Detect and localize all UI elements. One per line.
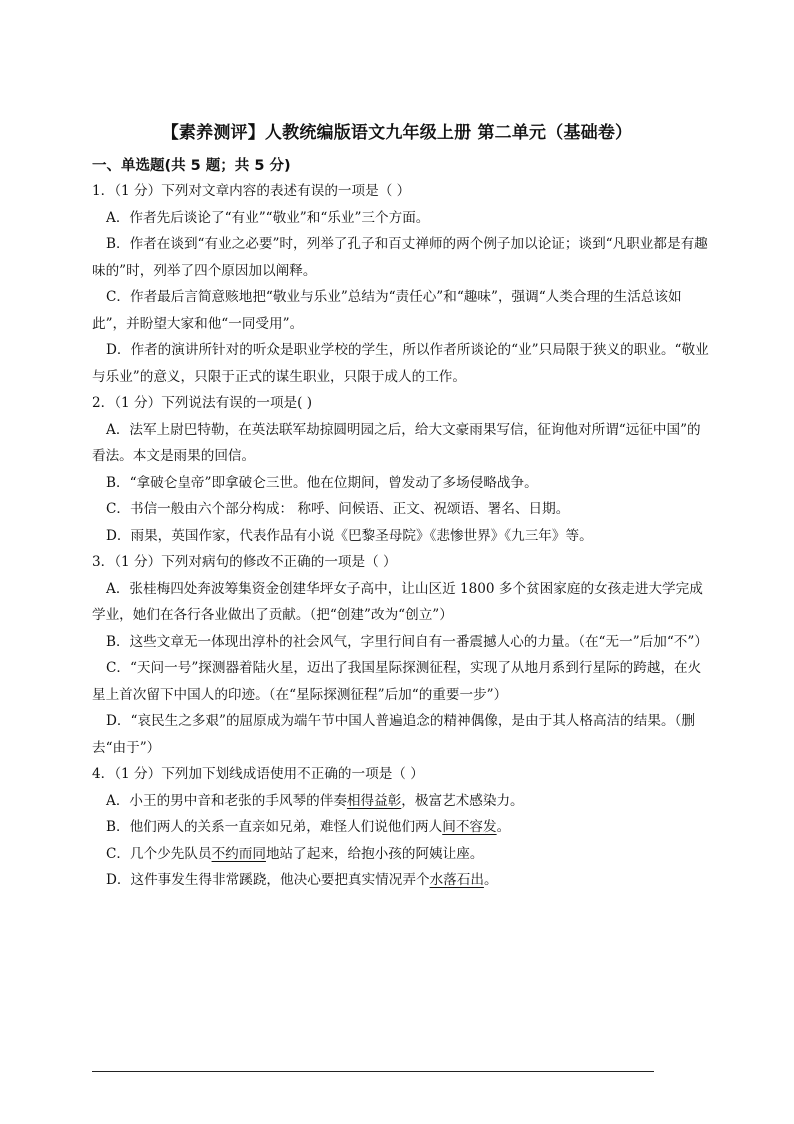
option-text: A．小王的男中音和老张的手风琴的伴奏 (106, 792, 347, 809)
question-2 (92, 390, 710, 549)
option-c (92, 841, 710, 868)
option-d: D．“哀民生之多艰”的屈原成为端午节中国人普遍追念的精神偶像，是由于其人格高洁的结果。（删去“由于”） (92, 713, 695, 756)
question-1 (92, 178, 710, 390)
option-text: ，极富艺术感染力。 (401, 792, 524, 809)
option-text: D．这件事发生得非常蹊跷，他决心要把真实情况弄个 (106, 872, 430, 888)
option-a: A．作者先后谈论了“有业”“敬业”和“乐业”三个方面。 (106, 209, 430, 226)
option-text: B．他们两人的关系一直亲如兄弟，难怪人们说他们两人 (106, 819, 443, 835)
option-d: D．作者的演讲所针对的听众是职业学校的学生，所以作者所谈论的“业”只局限于狭义的职业。“敬业与乐业”的意义，只限于正式的谋生职业，只限于成人的工作。 (92, 342, 709, 385)
option-d (92, 867, 710, 894)
question-stem: 1．（1 分）下列对文章内容的表述有误的一项是（ ） (92, 183, 411, 199)
option-a: A．张桂梅四处奔波筹集资金创建华坪女子高中，让山区近 1800 多个贫困家庭的女孩走进大学完成学业，她们在各行各业做出了贡献。（把“创建”改为“创立”） (92, 580, 703, 623)
question-4 (92, 761, 710, 894)
footer-divider (92, 1071, 654, 1072)
underlined-idiom: 间不容发 (442, 819, 497, 835)
option-text: 地站了起来，给抱小孩的阿姨让座。 (265, 845, 484, 862)
option-b: B．“拿破仑皇帝”即拿破仑三世。他在位期间，曾发动了多场侵略战争。 (106, 474, 538, 491)
underlined-idiom: 水落石出 (429, 872, 484, 888)
document-title: 【素养测评】人教统编版语文九年级上册 第二单元（基础卷） (161, 123, 633, 143)
option-c: C．书信一般由六个部分构成： 称呼、问候语、正文、祝颂语、署名、日期。 (106, 501, 570, 517)
option-c: C．作者最后言简意赅地把“敬业与乐业”总结为“责任心”和“趣味”，强调“人类合理的生活总该如此”，并盼望大家和他“一同受用”。 (92, 289, 682, 332)
question-list (92, 178, 710, 894)
option-b: B．作者在谈到“有业之必要”时，列举了孔子和百丈禅师的两个例子加以论证；谈到“凡职业都是有趣味的”时，列举了四个原因加以阐释。 (92, 236, 708, 279)
question-3 (92, 549, 710, 761)
underlined-idiom: 相得益彰 (346, 792, 402, 809)
section-heading: 一、单选题(共 5 题；共 5 分) (92, 158, 291, 174)
option-a (92, 788, 710, 815)
option-b (92, 814, 710, 841)
option-c: C．“天问一号”探测器着陆火星，迈出了我国星际探测征程，实现了从地月系到行星际的跨越，在火星上首次留下中国人的印迹。（在“星际探测征程”后加“的重要一步”） (92, 660, 702, 703)
question-stem: 2．（1 分）下列说法有误的一项是( ) (92, 395, 313, 411)
option-text: C．几个少先队员 (106, 845, 212, 862)
underlined-idiom: 不约而同 (211, 845, 266, 862)
option-text: 。 (483, 872, 498, 888)
option-text: 。 (496, 819, 511, 835)
question-stem: 4．（1 分）下列加下划线成语使用不正确的一项是（ ） (92, 766, 424, 782)
option-b: B．这些文章无一体现出淳朴的社会风气，字里行间自有一番震撼人心的力量。（在“无一”后加“不”） (106, 633, 708, 650)
question-stem: 3．（1 分）下列对病句的修改不正确的一项是（ ） (92, 554, 397, 570)
option-a: A．法军上尉巴特勒，在英法联军劫掠圆明园之后，给大文豪雨果写信，征询他对所谓“远征中国”的看法。本文是雨果的回信。 (92, 421, 701, 464)
option-d: D．雨果，英国作家，代表作品有小说《巴黎圣母院》《悲惨世界》《九三年》等。 (106, 527, 593, 544)
